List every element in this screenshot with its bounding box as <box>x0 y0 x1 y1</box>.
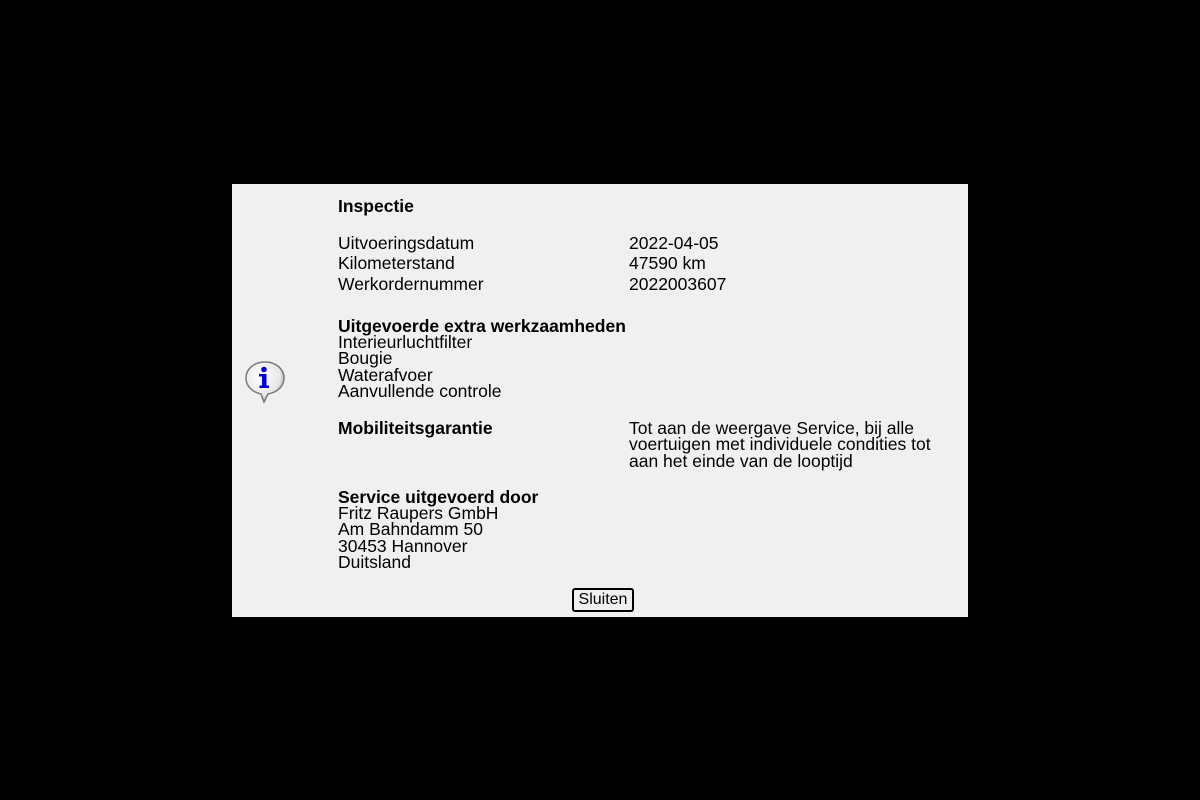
inspection-title: Inspectie <box>338 196 414 216</box>
service-by-title: Service uitgevoerd door <box>338 487 539 507</box>
list-item: Waterafvoer <box>338 364 433 385</box>
extra-work-list <box>338 334 501 399</box>
mobility-line: aan het einde van de looptijd <box>629 450 853 471</box>
work-order-label: Werkordernummer <box>338 274 484 294</box>
dealer-address <box>338 505 498 570</box>
dealer-country: Duitsland <box>338 551 411 572</box>
info-icon <box>244 360 286 404</box>
mobility-label: Mobiliteitsgarantie <box>338 418 493 438</box>
dealer-city: 30453 Hannover <box>338 535 468 556</box>
work-order-value: 2022003607 <box>629 274 727 294</box>
list-item: Bougie <box>338 348 393 369</box>
mobility-line: Tot aan de weergave Service, bij alle <box>629 418 915 438</box>
mileage-label: Kilometerstand <box>338 253 455 273</box>
list-item: Interieurluchtfilter <box>338 332 473 352</box>
service-info-dialog <box>232 184 968 617</box>
execution-date-label: Uitvoeringsdatum <box>338 233 475 253</box>
execution-date-value: 2022-04-05 <box>629 233 719 253</box>
list-item: Aanvullende controle <box>338 380 502 401</box>
dealer-street: Am Bahndamm 50 <box>338 519 483 540</box>
extra-work-title: Uitgevoerde extra werkzaamheden <box>338 316 626 336</box>
mileage-value: 47590 km <box>629 253 706 273</box>
mobility-value <box>629 420 931 469</box>
dealer-name: Fritz Raupers GmbH <box>338 503 499 523</box>
mobility-line: voertuigen met individuele condities tot <box>629 434 931 455</box>
close-button[interactable]: Sluiten <box>572 588 634 612</box>
